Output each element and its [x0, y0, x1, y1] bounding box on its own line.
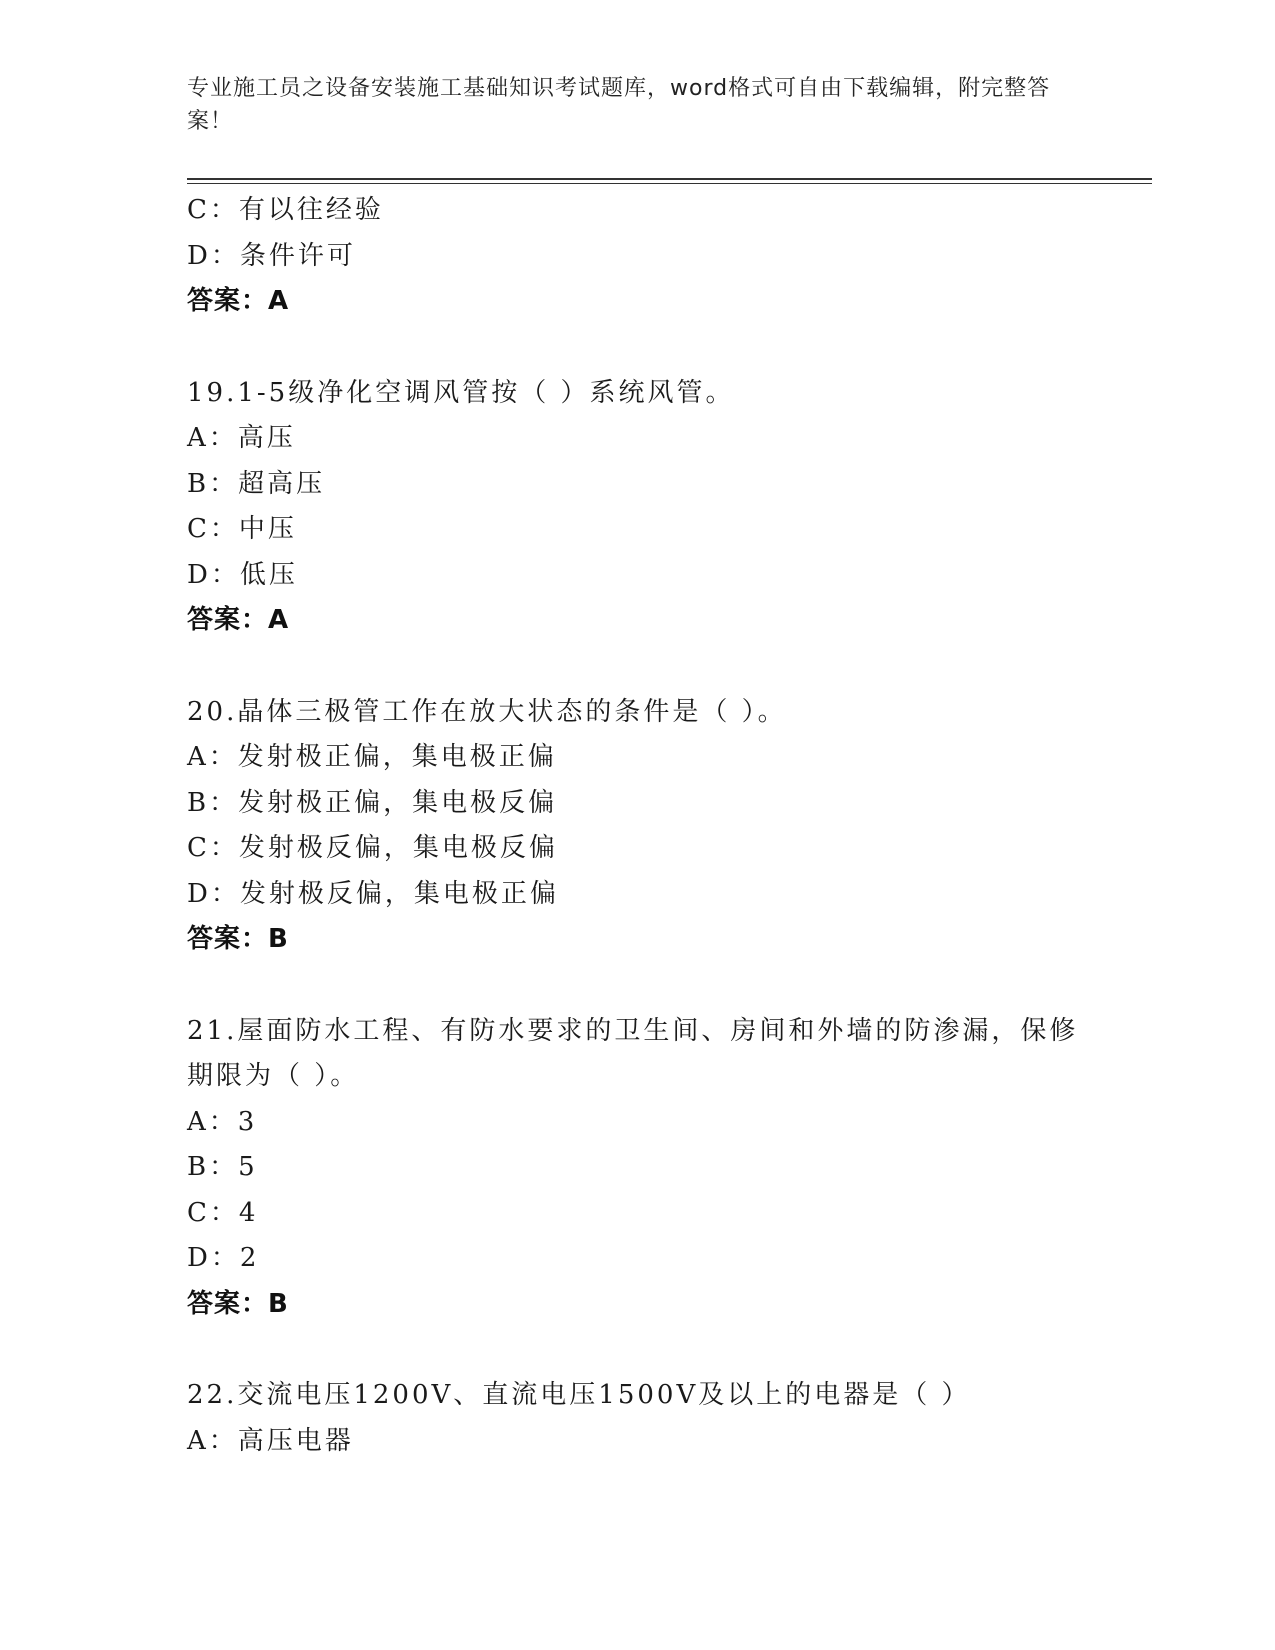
option-a: A：高压电器: [187, 1425, 354, 1456]
header-text: 专业施工员之设备安装施工基础知识考试题库，word格式可自由下载编辑，附完整答案！: [187, 76, 1051, 134]
option-d: D：发射极反偏，集电极正偏: [187, 878, 559, 909]
question-18-continued: [187, 188, 1087, 325]
question-text: 19.1-5级净化空调风管按（ ）系统风管。: [187, 377, 735, 408]
option-c: C：有以往经验: [187, 195, 384, 225]
spacer: [187, 325, 1087, 371]
option-c: C：发射极反偏，集电极反偏: [187, 833, 558, 863]
header-divider-thin: [187, 183, 1152, 184]
answer-line: 答案：B: [187, 924, 289, 954]
option-b: B：5: [187, 1152, 258, 1182]
question-list: [187, 188, 1087, 1464]
document-header: [187, 72, 1067, 138]
option-b: B：发射极正偏，集电极反偏: [187, 787, 558, 818]
question-text: 20.晶体三极管工作在放大状态的条件是（ ）。: [187, 696, 787, 727]
option-d: D：2: [187, 1243, 260, 1273]
option-d: D：条件许可: [187, 240, 356, 271]
spacer: [187, 1327, 1087, 1373]
question-text-line-1: 21.屋面防水工程、有防水要求的卫生间、房间和外墙的防渗漏，保修: [187, 1015, 1079, 1046]
option-d: D：低压: [187, 559, 298, 590]
question-text: 22.交流电压1200V、直流电压1500V及以上的电器是（ ）: [187, 1380, 971, 1410]
option-a: A：3: [187, 1106, 258, 1137]
question-22: [187, 1373, 1087, 1464]
answer-line: 答案：B: [187, 1288, 289, 1319]
question-20: [187, 690, 1087, 963]
question-21: [187, 1009, 1087, 1328]
spacer: [187, 963, 1087, 1009]
option-c: C：中压: [187, 514, 297, 544]
answer-line: 答案：A: [187, 286, 290, 316]
answer-line: 答案：A: [187, 605, 290, 635]
header-divider-thick: [187, 178, 1152, 180]
option-a: A：高压: [187, 423, 296, 453]
question-text-line-2: 期限为（ ）。: [187, 1061, 360, 1091]
question-19: [187, 371, 1087, 644]
option-a: A：发射极正偏，集电极正偏: [187, 742, 557, 772]
spacer: [187, 644, 1087, 690]
option-b: B：超高压: [187, 468, 326, 499]
option-c: C：4: [187, 1197, 259, 1228]
